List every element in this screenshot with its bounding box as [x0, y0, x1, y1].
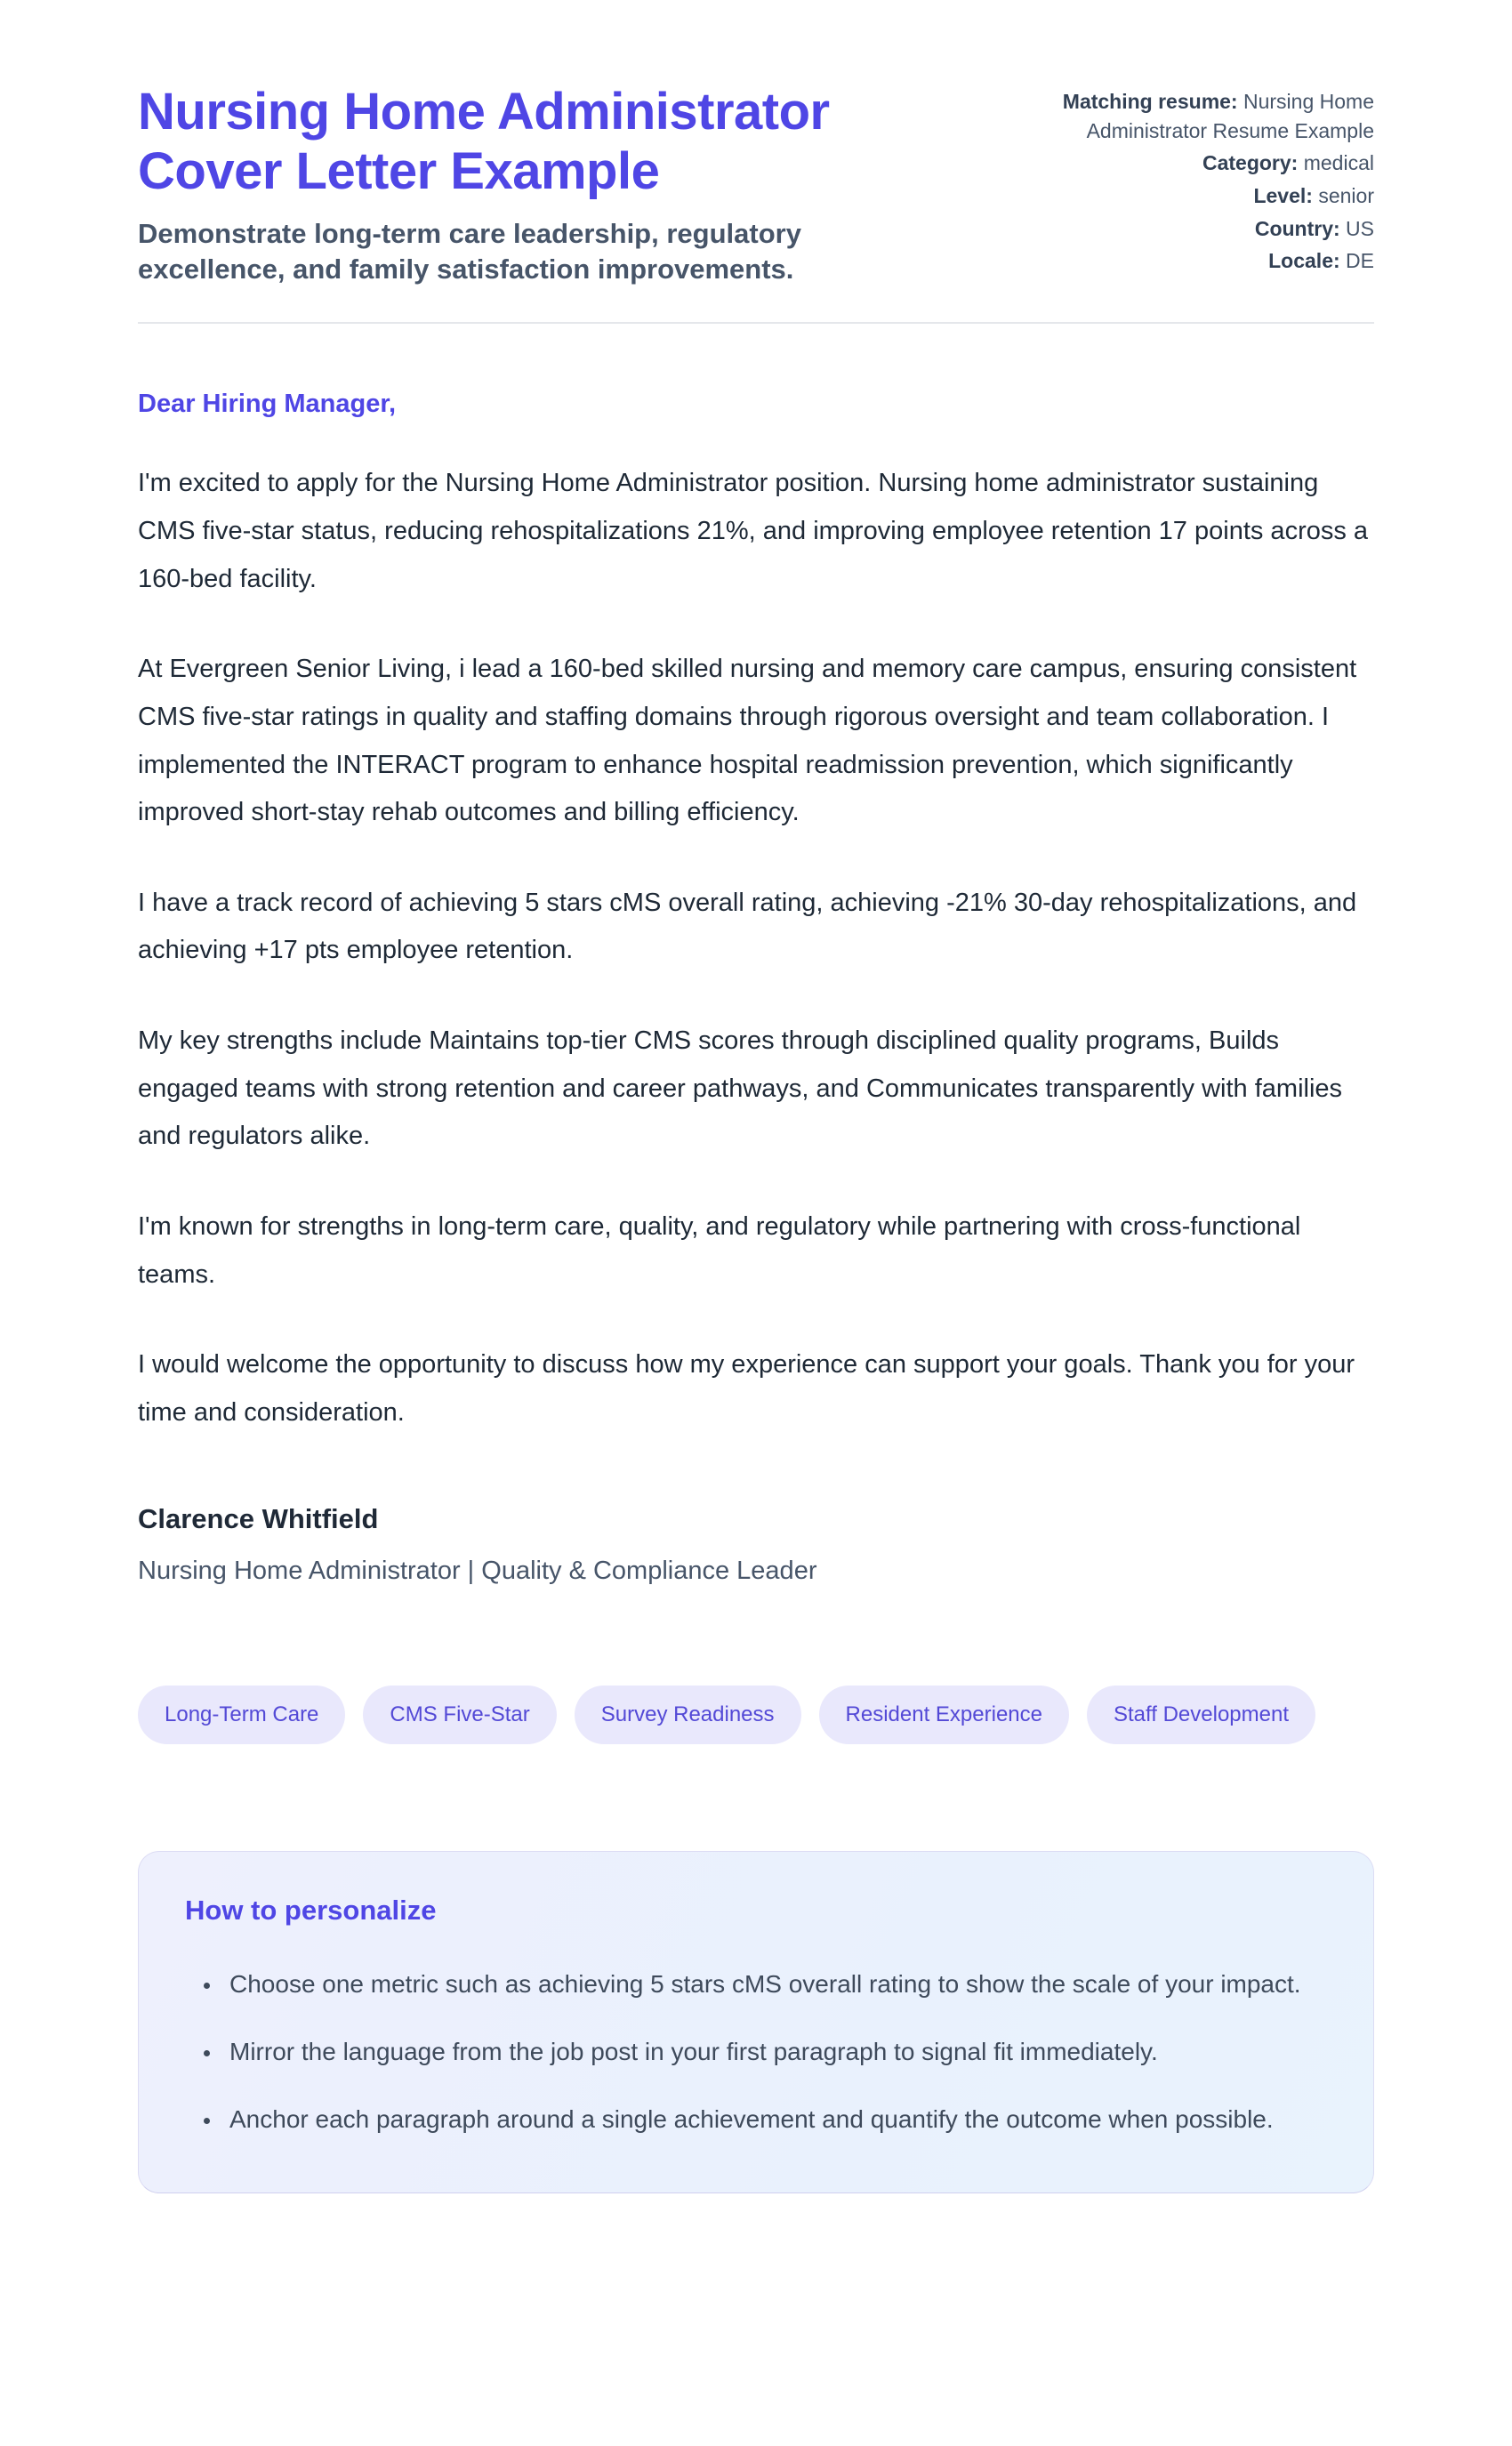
meta-label: Locale: [1268, 249, 1340, 273]
header-left [138, 82, 938, 288]
meta-value: DE [1346, 249, 1374, 273]
page-subtitle: Demonstrate long-term care leadership, regulatory excellence, and family satisfaction improvements. [138, 217, 801, 286]
tag-chip-long-term-care[interactable]: Long-Term Care [138, 1686, 345, 1744]
meta-row-locale [1001, 246, 1374, 276]
content-container [138, 0, 1374, 2193]
personalize-heading: How to personalize [185, 1894, 437, 1926]
header [138, 82, 1374, 288]
meta-row-matching-resume [1001, 87, 1374, 145]
personalize-bullet-list [185, 1962, 1327, 2143]
meta-label: Country: [1254, 216, 1340, 240]
meta-value: medical [1303, 151, 1374, 175]
meta-row-level [1001, 181, 1374, 211]
signature-name: Clarence Whitfield [138, 1502, 379, 1534]
cover-letter-body [138, 390, 1374, 1585]
tag-chip-survey-readiness[interactable]: Survey Readiness [575, 1686, 801, 1744]
letter-paragraph: I have a track record of achieving 5 stars cMS overall rating, achieving -21% 30-day rehospitalizations, and achieving +17 pts employee retention. [138, 888, 1357, 965]
header-divider [138, 322, 1374, 324]
meta-value: US [1346, 216, 1374, 240]
personalize-bullet: • Mirror the language from the job post in your first paragraph to signal fit immediately. [222, 2030, 1327, 2074]
meta-row-country [1001, 214, 1374, 244]
page-title: Nursing Home Administrator Cover Letter Example [138, 83, 830, 201]
letter-paragraph: I'm known for strengths in long-term care, quality, and regulatory while partnering with cross-functional teams. [138, 1212, 1301, 1289]
meta-label: Matching resume: [1062, 90, 1238, 113]
letter-paragraph: My key strengths include Maintains top-tier CMS scores through disciplined quality programs, Builds engaged teams with strong retention and career pathways, and Communicates transparently with families and regulators alike. [138, 1026, 1343, 1151]
meta-value: Nursing Home Administrator Resume Example [1086, 90, 1374, 142]
tag-chip-staff-development[interactable]: Staff Development [1087, 1686, 1315, 1744]
personalize-bullet: • Choose one metric such as achieving 5 stars cMS overall rating to show the scale of your impact. [222, 1962, 1327, 2007]
meta-label: Category: [1202, 151, 1299, 175]
letter-paragraph: I would welcome the opportunity to discuss how my experience can support your goals. Thank you for your time and consideration. [138, 1350, 1355, 1427]
tag-chip-resident-experience[interactable]: Resident Experience [819, 1686, 1069, 1744]
meta-value: senior [1318, 183, 1374, 207]
letter-paragraph: At Evergreen Senior Living, i lead a 160-bed skilled nursing and memory care campus, ensuring consistent CMS five-star ratings in quality and staffing domains through rigorous oversight and team collaboration. I implemented the INTERACT program to enhance hospital readmission prevention, which significantly improved short-stay rehab outcomes and billing efficiency. [138, 655, 1357, 827]
tag-chip-cms-five-star[interactable]: CMS Five-Star [363, 1686, 556, 1744]
signature-role: Nursing Home Administrator | Quality & Compliance Leader [138, 1556, 817, 1585]
signature-block [138, 1503, 1374, 1586]
meta-row-category [1001, 149, 1374, 178]
personalize-bullet: • Anchor each paragraph around a single achievement and quantify the outcome when possible. [222, 2097, 1327, 2142]
letter-paragraph: I'm excited to apply for the Nursing Home Administrator position. Nursing home administrator sustaining CMS five-star status, reducing rehospitalizations 21%, and improving employee retention 17 points across a 160-bed facility. [138, 469, 1369, 593]
meta-panel [1001, 82, 1374, 279]
tag-list [138, 1686, 1374, 1744]
letter-greeting: Dear Hiring Manager, [138, 390, 397, 419]
personalize-callout [138, 1851, 1374, 2193]
meta-label: Level: [1253, 183, 1313, 207]
